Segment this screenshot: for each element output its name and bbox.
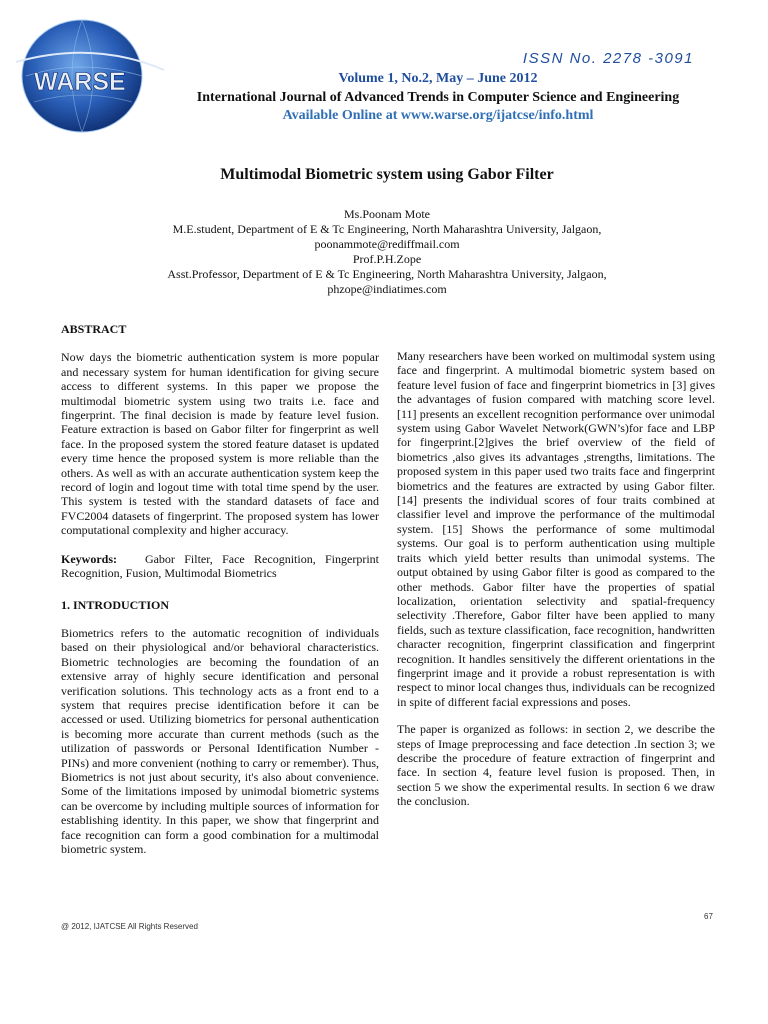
left-column — [61, 322, 379, 856]
page-number: 67 — [704, 912, 713, 921]
author-1-affiliation: M.E.student, Department of E & Tc Engineering, North Maharashtra University, Jalgaon, — [172, 222, 602, 236]
keywords — [61, 552, 379, 581]
author-2-name: Prof.P.H.Zope — [352, 252, 422, 266]
keywords-text: Gabor Filter, Face Recognition, Fingerprint Recognition, Fusion, Multimodal Biometrics — [61, 551, 379, 581]
availability-line: Available Online at www.warse.org/ijatcse/info.html — [282, 108, 594, 123]
volume-line: Volume 1, No.2, May – June 2012 — [338, 71, 538, 86]
journal-name: International Journal of Advanced Trends in Computer Science and Engineering — [196, 90, 680, 105]
right-paragraph-1: Many researchers have been worked on multimodal system using face and fingerprint. A multimodal biometric system based on feature level fusion of face and fingerprint biometrics in [3] gives the advantages of fusion compared with matching score level. [11] presents an excellent recognition performance over unimodal system using Gabor Wavelet Network(GWN’s)for face and LBP for fingerprint.[2]gives the brief overview of the field of biometrics ,also gives its advantages ,strengths, limitations. The proposed system in this paper used two traits face and fingerprint biometrics and the features are extracted by using Gabor filter. [14] presents the individual scores of four traits combined at classifier level and improve the performance of the multimodal system. [15] Shows the performance of some multimodal systems. Our goal is to perform authentication using multiple traits which yield better results than unimodal systems. The output obtained by using Gabor filter is good as compared to the other methods. Gabor filter have the properties of spatial localization, orientation selectivity and spatial-frequency selectivity .Therefore, Gabor filter have been applied to many fields, such as texture classification, face recognition, handwritten character recognition, fingerprint classification and fingerprint recognition. It handles sensitively the different orientations in the fingerprint image and it provide a robust representation is with respect to minor local changes thus, individuals can be recognized in spite of different facial expressions and poses. — [397, 349, 715, 709]
keywords-label: Keywords: — [61, 551, 117, 566]
abstract-heading: ABSTRACT — [61, 322, 127, 336]
intro-text: Biometrics refers to the automatic recognition of individuals based on their physiological and/or behavioral characteristics. Biometric technologies are becoming the foundation of an extensive array of highly secure identification and personal verification solutions. This technology acts as a front end to a system that requires precise identification before it can be accessed or used. Utilizing biometrics for personal authentication is becoming more accurate than current methods (such as the utilization of passwords or Personal Identification Number - PINs) and more convenient (nothing to carry or remember). Thus, Biometrics is not just about security, it's also about convenience. Some of the limitations imposed by unimodal biometric systems can be overcome by including multiple sources of information for establishing identity. In this paper, we show that fingerprint and face recognition can form a good combination for a multimodal biometric system. — [61, 625, 379, 856]
author-1-email: poonammote@rediffmail.com — [314, 237, 460, 251]
abstract-text: Now days the biometric authentication system is more popular and necessary system for human identification for giving secure access to different systems. In this paper we propose the multimodal biometric system using two traits i.e. face and fingerprint. The final decision is made by feature level fusion. Feature extraction is based on Gabor filter for fingerprint as well face. In the proposed system the stored feature dataset is updated every time hence the proposed system is more reliable than the others. As well as with an accurate authentication system keep the record of login and logout time with total time spend by the user. This system is tested with the standard datasets of face and FVC2004 datasets of fingerprint. The proposed system has lower computational complexity and higher accuracy. — [61, 350, 379, 538]
paper-title: Multimodal Biometric system using Gabor Filter — [220, 166, 554, 183]
copyright-footer: @ 2012, IJATCSE All Rights Reserved — [61, 922, 198, 931]
issn-number: ISSN No. 2278 -3091 — [522, 50, 694, 67]
author-2-email: phzope@indiatimes.com — [327, 282, 447, 296]
right-paragraph-2: The paper is organized as follows: in section 2, we describe the steps of Image preprocessing and face detection .In section 3; we describe the procedure of feature extraction of fingerprint and face. In section 4, feature level fusion is proposed. Then, in section 5 we show the experimental results. In section 6 we draw the conclusion. — [397, 722, 715, 809]
intro-heading: 1. INTRODUCTION — [61, 597, 170, 612]
right-column — [397, 349, 715, 809]
author-1-name: Ms.Poonam Mote — [343, 207, 430, 221]
author-2-affiliation: Asst.Professor, Department of E & Tc Engineering, North Maharashtra University, Jalgaon, — [167, 267, 607, 281]
logo-text: WARSE — [34, 68, 126, 96]
